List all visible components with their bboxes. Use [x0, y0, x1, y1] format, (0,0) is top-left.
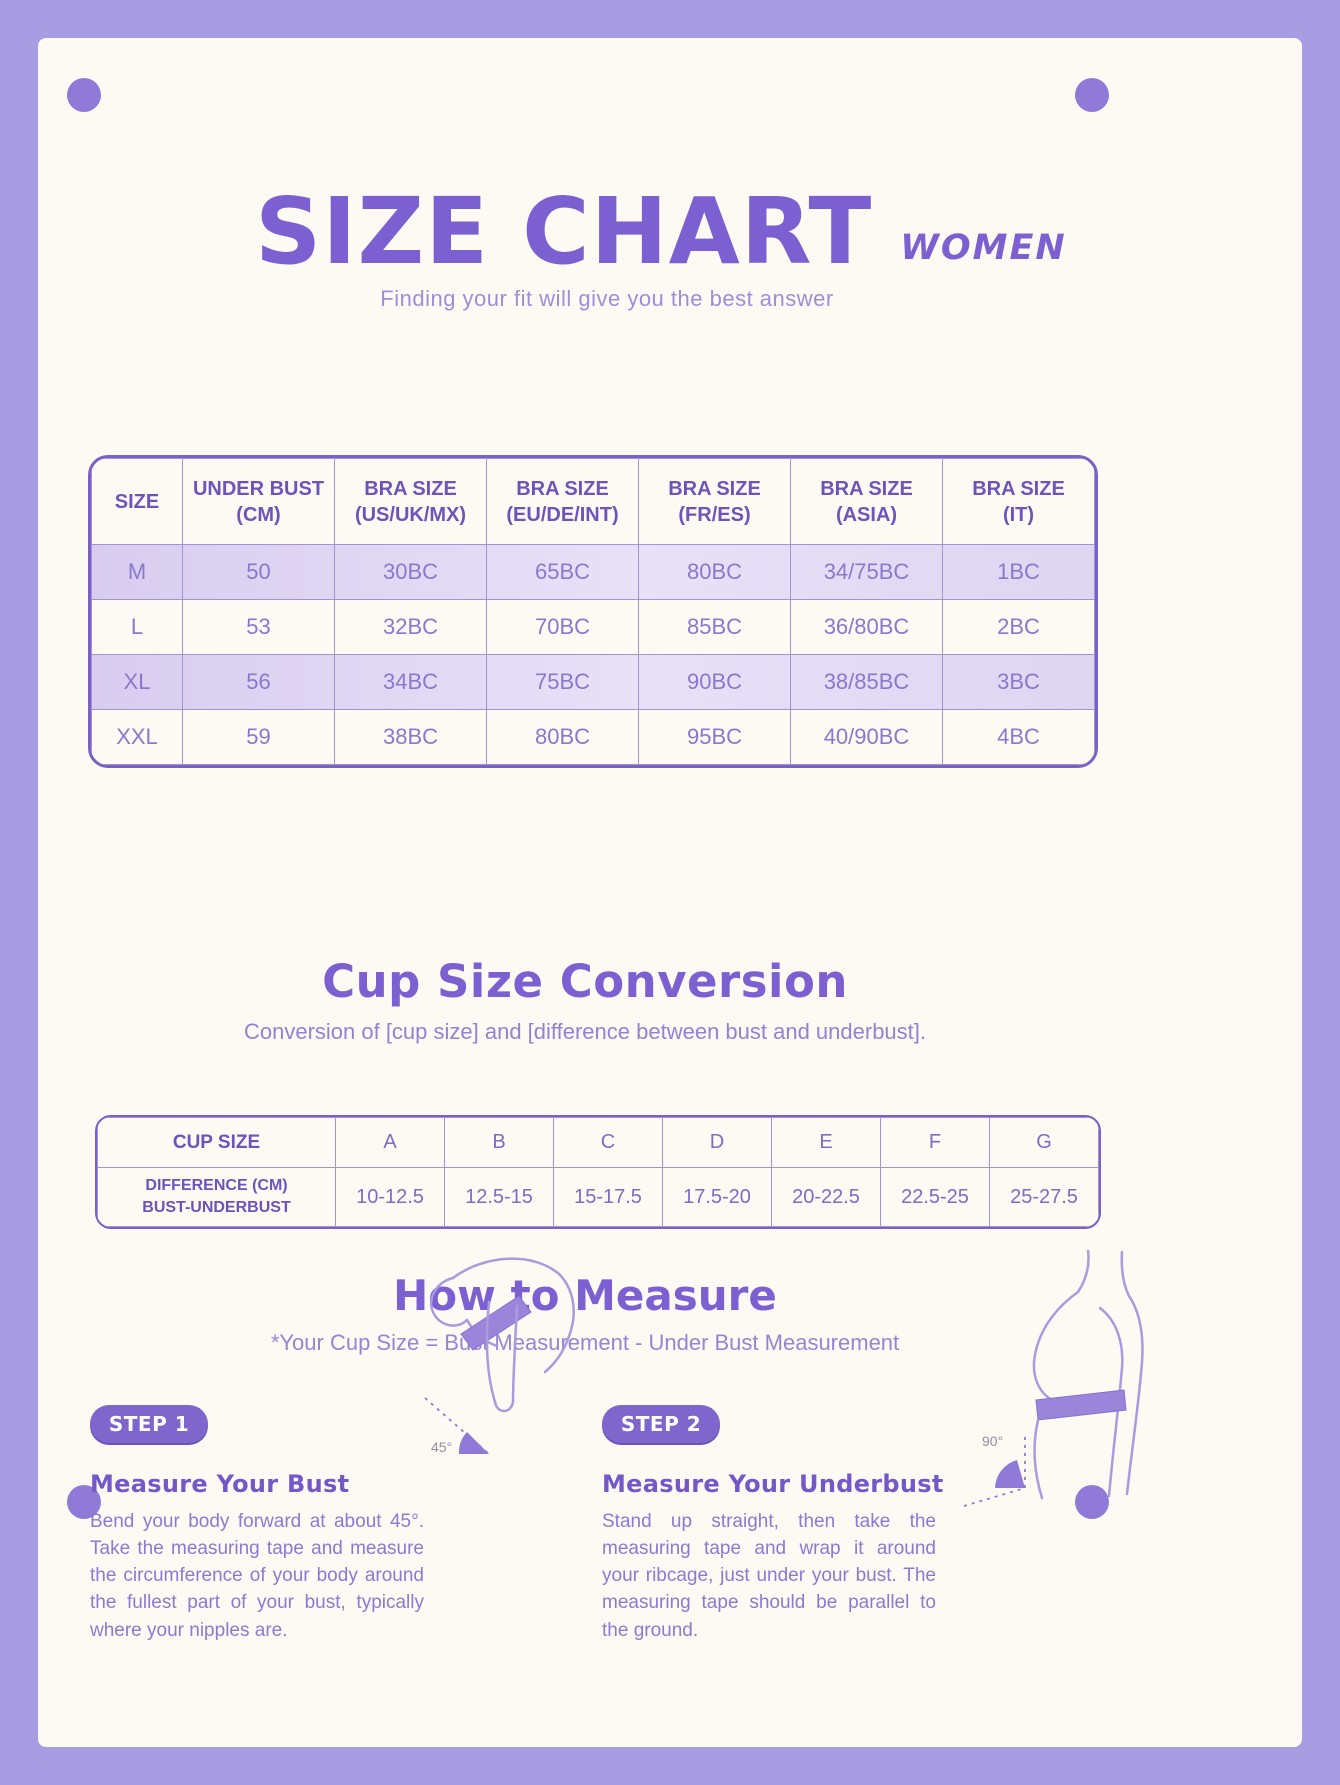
measure-bust-illustration [415, 1250, 580, 1465]
table-cell: 53 [183, 600, 335, 655]
table-cell: 80BC [639, 545, 791, 600]
table-cell: 95BC [639, 710, 791, 765]
measure-section-subtitle: *Your Cup Size = Bust Measurement - Under Bust Measurement [270, 1330, 900, 1355]
angle-90-label: 90° [982, 1433, 1004, 1449]
table-cell: 30BC [335, 545, 487, 600]
cup-size-table [95, 1115, 1101, 1229]
table-cell: 10-12.5 [336, 1168, 445, 1227]
cup-letter: C [554, 1118, 663, 1168]
table-cell: 34/75BC [791, 545, 943, 600]
size-table [88, 455, 1098, 768]
measure-underbust-illustration [930, 1250, 1145, 1522]
table-cell: 65BC [487, 545, 639, 600]
table-cell: 20-22.5 [772, 1168, 881, 1227]
measuring-tape-band [461, 1296, 531, 1350]
size-chart-card [38, 38, 1302, 1747]
cup-letter: D [663, 1118, 772, 1168]
size-table-header: BRA SIZE (IT) [943, 459, 1095, 545]
angle-wedge-icon [995, 1460, 1025, 1488]
size-cell: XXL [92, 710, 183, 765]
table-row [92, 600, 1095, 655]
table-cell: 36/80BC [791, 600, 943, 655]
table-cell: 70BC [487, 600, 639, 655]
table-cell: 4BC [943, 710, 1095, 765]
audience-label: WOMEN [900, 228, 1067, 268]
table-row [92, 710, 1095, 765]
step-1-badge: STEP 1 [90, 1405, 208, 1443]
table-cell: 59 [183, 710, 335, 765]
size-cell: M [92, 545, 183, 600]
cup-section-subtitle: Conversion of [cup size] and [difference between bust and underbust]. [243, 1019, 927, 1044]
table-cell: 22.5-25 [881, 1168, 990, 1227]
table-cell: 32BC [335, 600, 487, 655]
table-cell: 90BC [639, 655, 791, 710]
size-table-header: UNDER BUST (CM) [183, 459, 335, 545]
step-2-body: Stand up straight, then take the measuring tape and wrap it around your ribcage, just under your bust. The measuring tape should be parallel to the ground. [602, 1511, 936, 1641]
table-row [92, 545, 1095, 600]
cup-letter: A [336, 1118, 445, 1168]
table-cell: 80BC [487, 710, 639, 765]
size-table-header: BRA SIZE (FR/ES) [639, 459, 791, 545]
size-table-header-row [92, 459, 1095, 545]
step-2-heading: Measure Your Underbust [602, 1470, 944, 1498]
size-table-header: BRA SIZE (EU/DE/INT) [487, 459, 639, 545]
cup-size-label: CUP SIZE [98, 1118, 336, 1168]
size-cell: XL [92, 655, 183, 710]
cup-letter: B [445, 1118, 554, 1168]
step-2-badge: STEP 2 [602, 1405, 720, 1443]
step-1-body: Bend your body forward at about 45°. Take the measuring tape and measure the circumference of your body around the fullest part of your bust, typically where your nipples are. [90, 1511, 424, 1641]
table-cell: 75BC [487, 655, 639, 710]
cup-letter: G [990, 1118, 1099, 1168]
corner-dot-icon [67, 78, 101, 112]
table-cell: 3BC [943, 655, 1095, 710]
cup-table-header-row [98, 1118, 1099, 1168]
cup-table-value-row [98, 1168, 1099, 1227]
header [255, 178, 1067, 285]
corner-dot-icon [1075, 78, 1109, 112]
table-cell: 40/90BC [791, 710, 943, 765]
angle-45-label: 45° [431, 1439, 453, 1455]
step-1-heading: Measure Your Bust [90, 1470, 350, 1498]
cup-section-title: Cup Size Conversion [322, 955, 848, 1008]
difference-label: DIFFERENCE (CM) BUST-UNDERBUST [98, 1168, 336, 1227]
table-cell: 1BC [943, 545, 1095, 600]
table-cell: 2BC [943, 600, 1095, 655]
cup-letter: E [772, 1118, 881, 1168]
table-cell: 85BC [639, 600, 791, 655]
measure-section-title: How to Measure [393, 1271, 777, 1320]
page-subtitle: Finding your fit will give you the best answer [380, 286, 834, 311]
size-table-header: BRA SIZE (ASIA) [791, 459, 943, 545]
page-title: SIZE CHART [255, 178, 873, 285]
table-cell: 25-27.5 [990, 1168, 1099, 1227]
table-cell: 56 [183, 655, 335, 710]
table-cell: 38BC [335, 710, 487, 765]
table-cell: 38/85BC [791, 655, 943, 710]
table-row [92, 655, 1095, 710]
measuring-tape-band [1036, 1390, 1126, 1420]
angle-wedge-icon [459, 1432, 489, 1454]
size-table-header: BRA SIZE (US/UK/MX) [335, 459, 487, 545]
table-cell: 50 [183, 545, 335, 600]
table-cell: 15-17.5 [554, 1168, 663, 1227]
table-cell: 34BC [335, 655, 487, 710]
size-cell: L [92, 600, 183, 655]
table-cell: 17.5-20 [663, 1168, 772, 1227]
cup-letter: F [881, 1118, 990, 1168]
size-table-header: SIZE [92, 459, 183, 545]
table-cell: 12.5-15 [445, 1168, 554, 1227]
